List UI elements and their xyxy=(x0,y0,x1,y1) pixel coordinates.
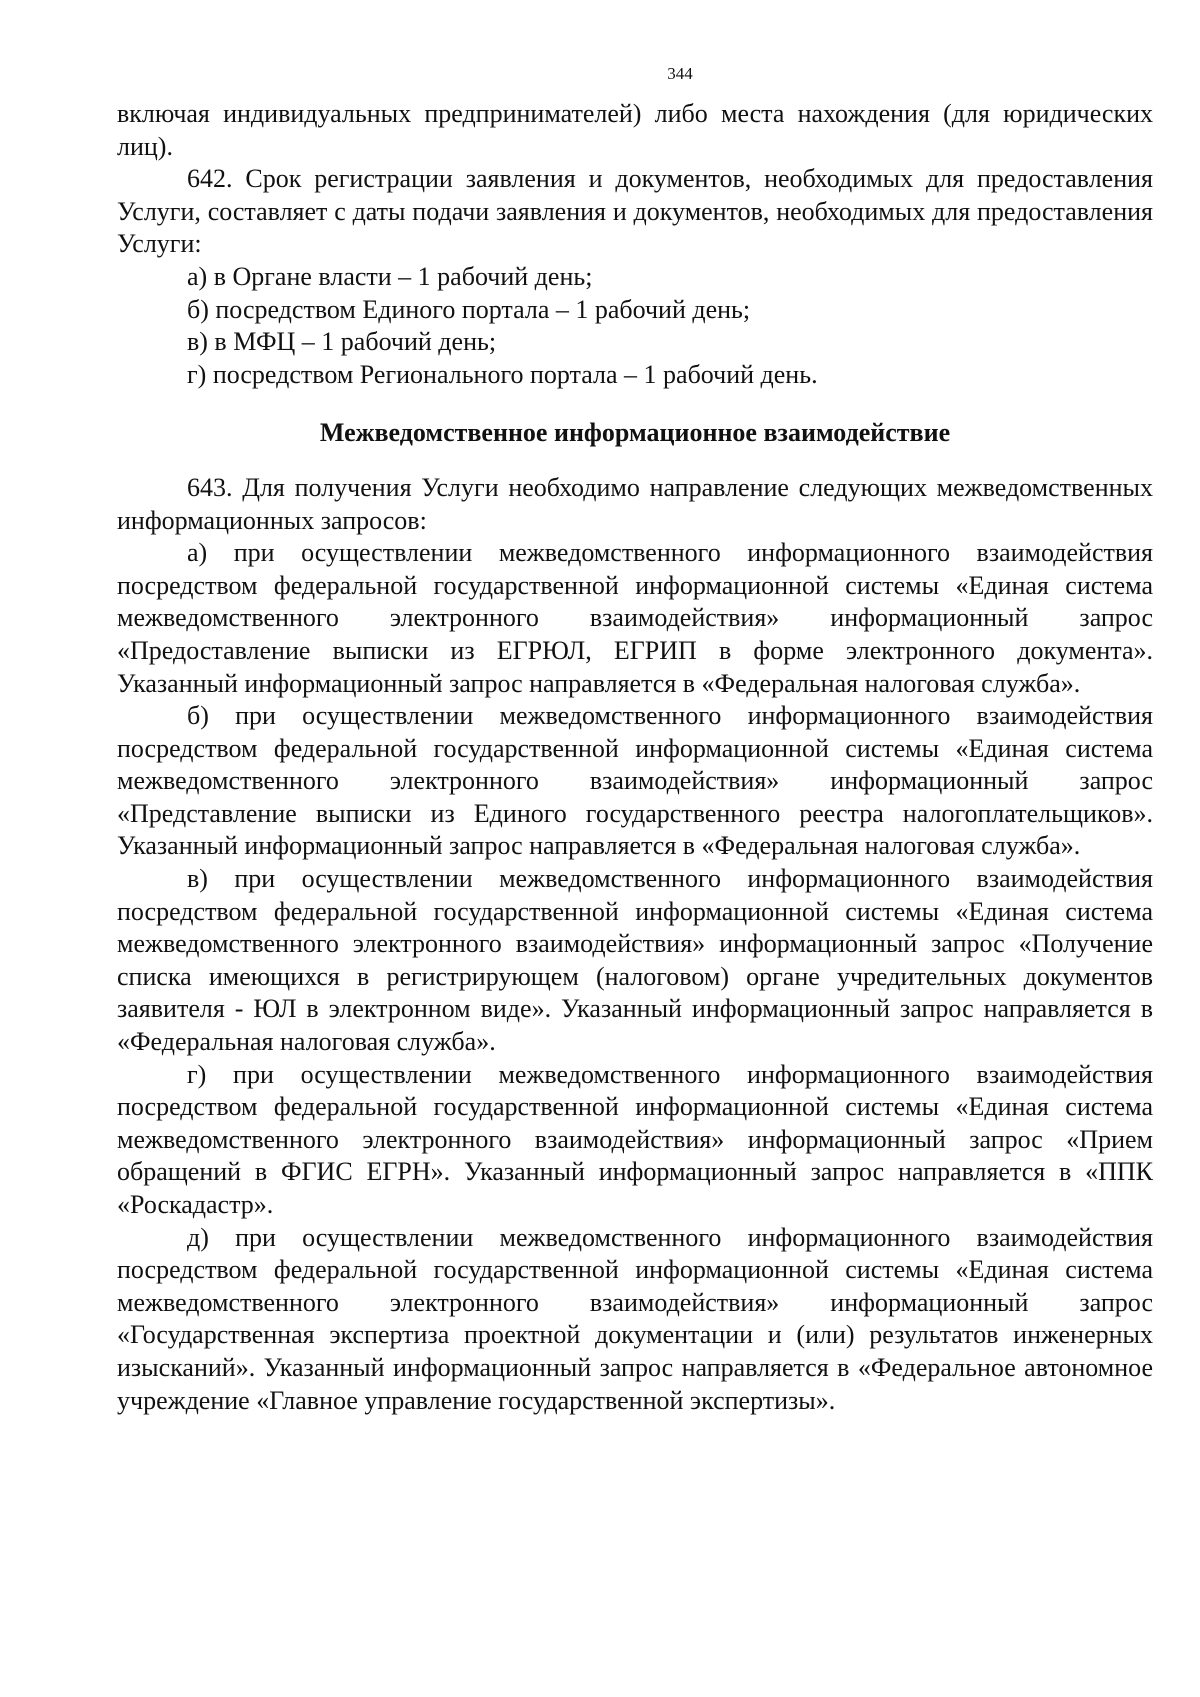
request-item-d: д) при осуществлении межведомственного информационного взаимодействия посредством федеральной государственной информационной системы «Единая система межведомственного электронного взаимодействия» информационный запрос «Государственная экспертиза проектной документации и (или) результатов инженерных изысканий». Указанный информационный запрос направляется в «Федеральное автономное учреждение «Главное управление государственной экспертизы». xyxy=(117,1222,1153,1415)
paragraph: включая индивидуальных предпринимателей) либо места нахождения (для юридических лиц). xyxy=(117,99,1153,161)
list-item-a: а) в Органе власти – 1 рабочий день; xyxy=(187,261,593,291)
request-item-a: а) при осуществлении межведомственного информационного взаимодействия посредством федеральной государственной информационной системы «Единая система межведомственного электронного взаимодействия» информационный запрос «Предоставление выписки из ЕГРЮЛ, ЕГРИП в форме электронного документа». Указанный информационный запрос направляется в «Федеральная налоговая служба». xyxy=(117,538,1153,698)
document-page xyxy=(117,64,1153,1417)
request-item-v: в) при осуществлении межведомственного информационного взаимодействия посредством федеральной государственной информационной системы «Единая система межведомственного электронного взаимодействия» информационный запрос «Получение списка имеющихся в регистрирующем (налоговом) органе учредительных документов заявителя - ЮЛ в электронном виде». Указанный информационный запрос направляется в «Федеральная налоговая служба». xyxy=(117,864,1153,1057)
paragraphs-top xyxy=(117,98,1153,391)
request-item-g: г) при осуществлении межведомственного информационного взаимодействия посредством федеральной государственной информационной системы «Единая система межведомственного электронного взаимодействия» информационный запрос «Прием обращений в ФГИС ЕГРН». Указанный информационный запрос направляется в «ППК «Роскадастр». xyxy=(117,1059,1153,1219)
paragraphs-bottom xyxy=(117,472,1153,1417)
page-number: 344 xyxy=(667,64,693,83)
list-item-b: б) посредством Единого портала – 1 рабочий день; xyxy=(187,294,751,324)
list-item-v: в) в МФЦ – 1 рабочий день; xyxy=(187,327,497,357)
paragraph-643: 643. Для получения Услуги необходимо направление следующих межведомственных информационных запросов: xyxy=(117,472,1153,535)
list-item-g: г) посредством Регионального портала – 1 рабочий день. xyxy=(187,359,818,389)
paragraph-642: 642. Срок регистрации заявления и документов, необходимых для предоставления Услуги, составляет с даты подачи заявления и документов, необходимых для предоставления Услуги: xyxy=(117,164,1153,259)
section-heading: Межведомственное информационное взаимодействие xyxy=(319,418,951,448)
request-item-b: б) при осуществлении межведомственного информационного взаимодействия посредством федеральной государственной информационной системы «Единая система межведомственного электронного взаимодействия» информационный запрос «Представление выписки из Единого государственного реестра налогоплательщиков». Указанный информационный запрос направляется в «Федеральная налоговая служба». xyxy=(117,701,1153,861)
